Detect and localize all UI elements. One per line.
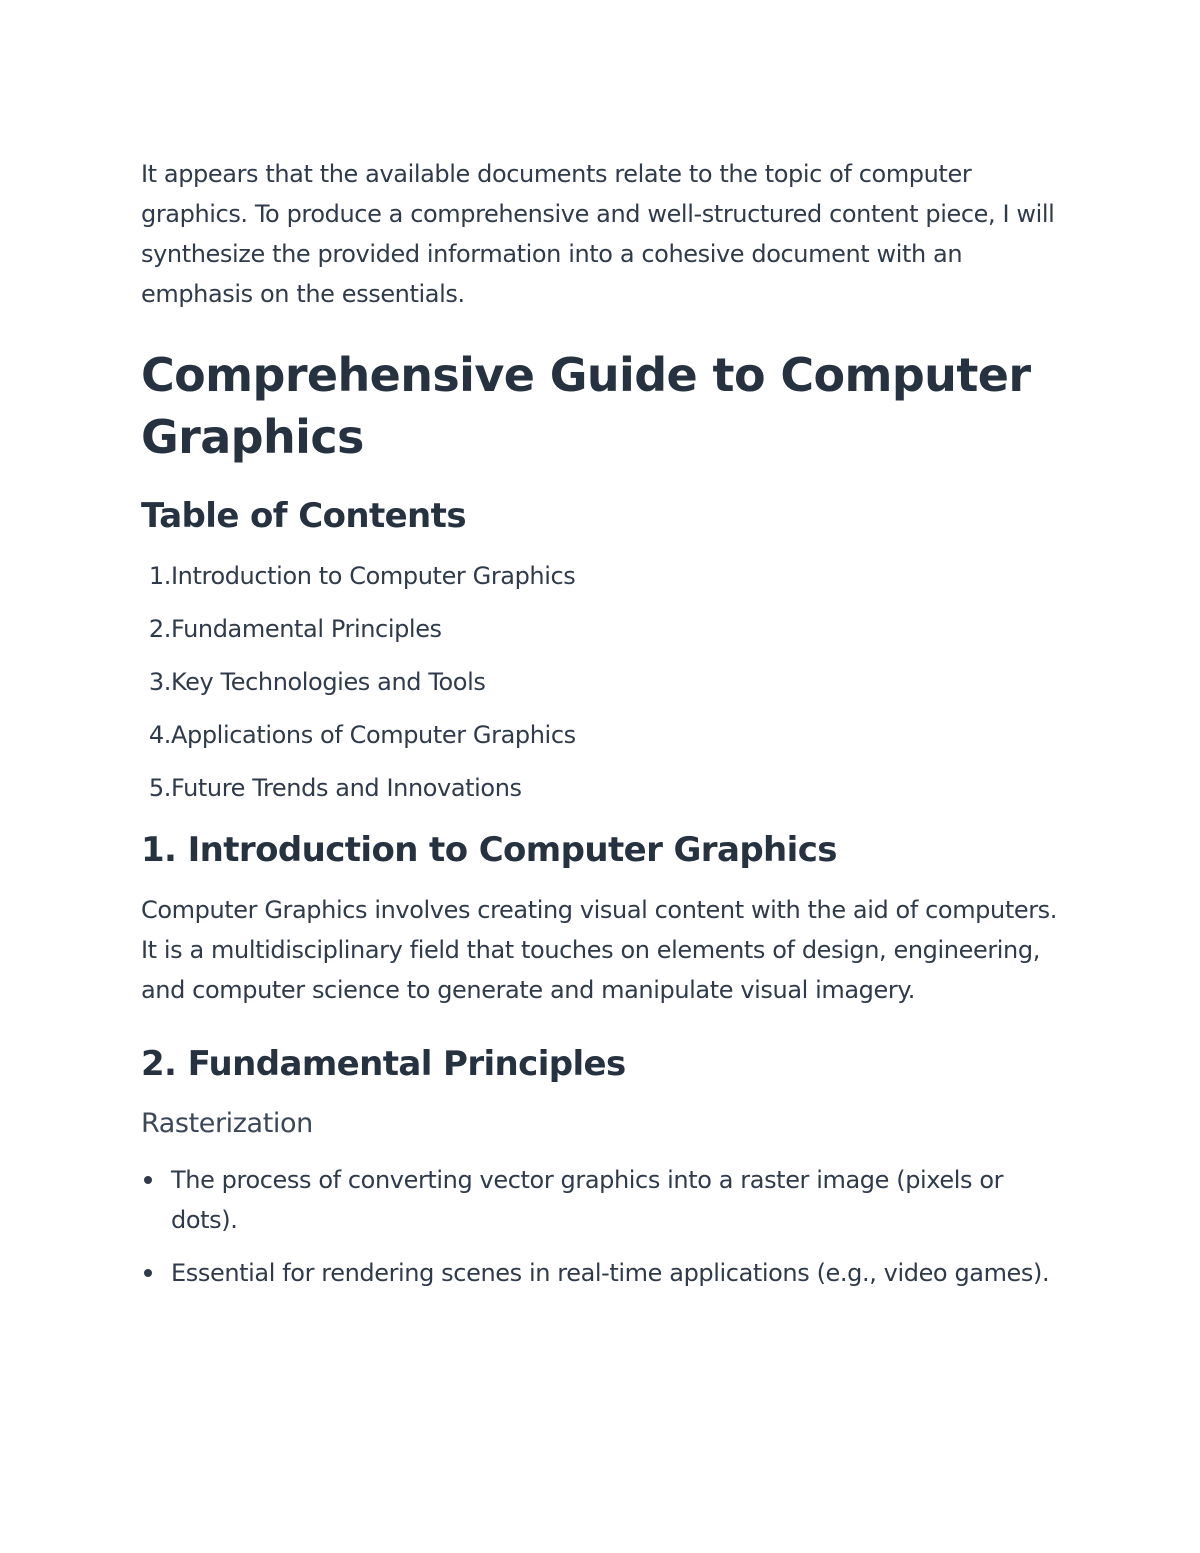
toc-heading: Table of Contents bbox=[141, 496, 466, 536]
bullet-dot-icon bbox=[144, 1176, 152, 1184]
section-2-heading: 2. Fundamental Principles bbox=[141, 1044, 626, 1084]
document-page bbox=[141, 154, 1061, 1306]
toc-item[interactable] bbox=[141, 715, 1061, 755]
document-title: Comprehensive Guide to Computer Graphics bbox=[141, 348, 1031, 464]
toc-item-label: Key Technologies and Tools bbox=[171, 668, 486, 696]
table-of-contents bbox=[141, 556, 1061, 808]
section-1-heading: 1. Introduction to Computer Graphics bbox=[141, 830, 837, 870]
toc-item-number: 1. bbox=[148, 562, 171, 590]
rasterization-bullet-list bbox=[141, 1160, 1061, 1293]
toc-item[interactable] bbox=[141, 556, 1061, 596]
toc-item-number: 2. bbox=[148, 615, 171, 643]
list-item bbox=[141, 1253, 1061, 1293]
rasterization-subheading: Rasterization bbox=[141, 1108, 313, 1139]
list-item-text: The process of converting vector graphics into a raster image (pixels or dots). bbox=[171, 1166, 1004, 1234]
toc-item-number: 3. bbox=[148, 668, 171, 696]
toc-item-number: 4. bbox=[148, 721, 171, 749]
toc-item-label: Introduction to Computer Graphics bbox=[171, 562, 576, 590]
toc-item-label: Fundamental Principles bbox=[171, 615, 442, 643]
section-1-body: Computer Graphics involves creating visual content with the aid of computers. It is a multidisciplinary field that touches on elements of design, engineering, and computer science to generate and manipulate visual imagery. bbox=[141, 896, 1057, 1004]
list-item bbox=[141, 1160, 1061, 1240]
list-item-text: Essential for rendering scenes in real-time applications (e.g., video games). bbox=[171, 1259, 1050, 1287]
toc-item[interactable] bbox=[141, 768, 1061, 808]
toc-item[interactable] bbox=[141, 662, 1061, 702]
toc-item-label: Applications of Computer Graphics bbox=[171, 721, 576, 749]
bullet-dot-icon bbox=[144, 1269, 152, 1277]
intro-paragraph: It appears that the available documents relate to the topic of computer graphics. To produce a comprehensive and well-structured content piece, I will synthesize the provided information into a cohesive document with an emphasis on the essentials. bbox=[141, 160, 1055, 308]
toc-item[interactable] bbox=[141, 609, 1061, 649]
toc-item-label: Future Trends and Innovations bbox=[171, 774, 522, 802]
toc-item-number: 5. bbox=[148, 774, 171, 802]
